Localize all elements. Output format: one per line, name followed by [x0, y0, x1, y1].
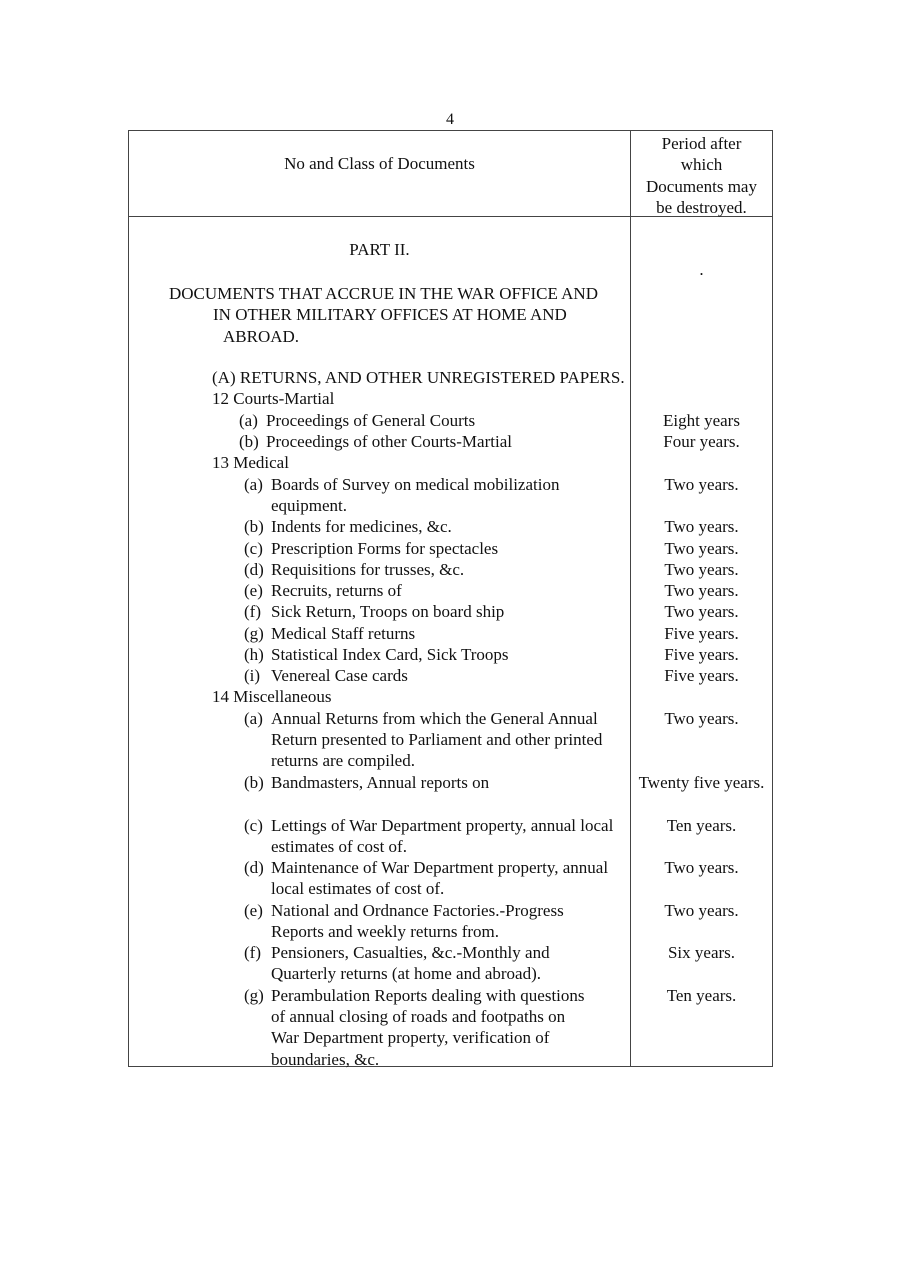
item-label: (b) — [244, 773, 264, 792]
item-text: Proceedings of General Courts — [266, 411, 476, 430]
item-period: Two years. — [664, 709, 739, 728]
item-period: Two years. — [664, 858, 739, 877]
item-text: Lettings of War Department property, annual local estimates of cost of. — [271, 816, 614, 857]
item-label: (d) — [244, 560, 264, 579]
item-text: Annual Returns from which the General Annual Return presented to Parliament and other printed returns are compiled. — [271, 709, 603, 771]
item-text: Venereal Case cards — [271, 666, 408, 685]
header-documents-column: No and Class of Documents — [284, 154, 475, 173]
item-label: (e) — [244, 581, 263, 600]
item-label: (e) — [244, 901, 263, 920]
item-label: (c) — [244, 816, 263, 835]
item-text: Statistical Index Card, Sick Troops — [271, 645, 509, 664]
item-label: (a) — [244, 475, 263, 494]
item-label: (a) — [244, 709, 263, 728]
item-text: Sick Return, Troops on board ship — [271, 602, 505, 621]
item-period: Two years. — [664, 602, 739, 621]
section-heading — [169, 283, 609, 347]
item-period: Two years. — [664, 901, 739, 920]
documents-table — [128, 130, 773, 1067]
item-text: National and Ordnance Factories.-Progress Reports and weekly returns from. — [271, 901, 564, 942]
part-title: PART II. — [349, 240, 410, 259]
item-period: Five years. — [664, 624, 739, 643]
item-text: Maintenance of War Department property, annual local estimates of cost of. — [271, 858, 609, 899]
item-period: Eight years — [663, 411, 740, 430]
item-period: Two years. — [664, 560, 739, 579]
item-period: Five years. — [664, 645, 739, 664]
group-title-medical: 13 Medical — [212, 453, 289, 472]
header-period-line: be destroyed. — [656, 197, 747, 217]
item-period: Ten years. — [666, 986, 737, 1005]
item-text: Pensioners, Casualties, &c.-Monthly and Quarterly returns (at home and abroad). — [271, 943, 550, 984]
item-label: (h) — [244, 645, 264, 664]
item-text: Boards of Survey on medical mobilization equipment. — [271, 475, 560, 516]
group-title-courts-martial: 12 Courts-Martial — [212, 389, 335, 408]
header-period-line: which — [680, 155, 723, 175]
item-period: Ten years. — [666, 816, 737, 835]
item-text: Proceedings of other Courts-Martial — [266, 432, 512, 451]
item-label: (b) — [239, 432, 259, 451]
item-label: (g) — [244, 986, 264, 1005]
header-period-line: Period after — [661, 134, 742, 153]
section-heading-line: IN OTHER MILITARY OFFICES AT HOME AND — [213, 305, 567, 325]
item-label: (d) — [244, 858, 264, 877]
item-period: Twenty five years. — [638, 773, 765, 792]
item-label: (c) — [244, 539, 263, 558]
subheading: (A) RETURNS, AND OTHER UNREGISTERED PAPERS. — [212, 368, 625, 387]
item-text: Indents for medicines, &c. — [271, 517, 452, 536]
item-label: (g) — [244, 624, 264, 643]
item-text: Perambulation Reports dealing with questions of annual closing of roads and footpaths on War Department property, verification of boundaries, &c. — [271, 986, 585, 1069]
item-text: Medical Staff returns — [271, 624, 416, 643]
item-label: (i) — [244, 666, 261, 685]
section-heading-line: ABROAD. — [223, 326, 300, 346]
item-period: Two years. — [664, 475, 739, 494]
item-label: (f) — [244, 943, 261, 962]
section-heading-line: DOCUMENTS THAT ACCRUE IN THE WAR OFFICE AND — [169, 284, 598, 303]
header-period-line: Documents may — [646, 176, 757, 196]
header-period-column — [631, 133, 772, 218]
item-label: (f) — [244, 602, 261, 621]
item-text: Prescription Forms for spectacles — [271, 539, 499, 558]
item-period: Two years. — [664, 517, 739, 536]
item-period: Five years. — [664, 666, 739, 685]
item-period: Two years. — [664, 539, 739, 558]
period-dot: . — [699, 260, 704, 279]
item-text: Bandmasters, Annual reports on — [271, 773, 490, 792]
item-period: Six years. — [667, 943, 736, 962]
item-period: Two years. — [664, 581, 739, 600]
item-label: (a) — [239, 411, 258, 430]
item-label: (b) — [244, 517, 264, 536]
page-number: 4 — [446, 111, 454, 128]
item-text: Recruits, returns of — [271, 581, 402, 600]
item-text: Requisitions for trusses, &c. — [271, 560, 465, 579]
group-title-miscellaneous: 14 Miscellaneous — [212, 687, 332, 706]
item-period: Four years. — [663, 432, 740, 451]
